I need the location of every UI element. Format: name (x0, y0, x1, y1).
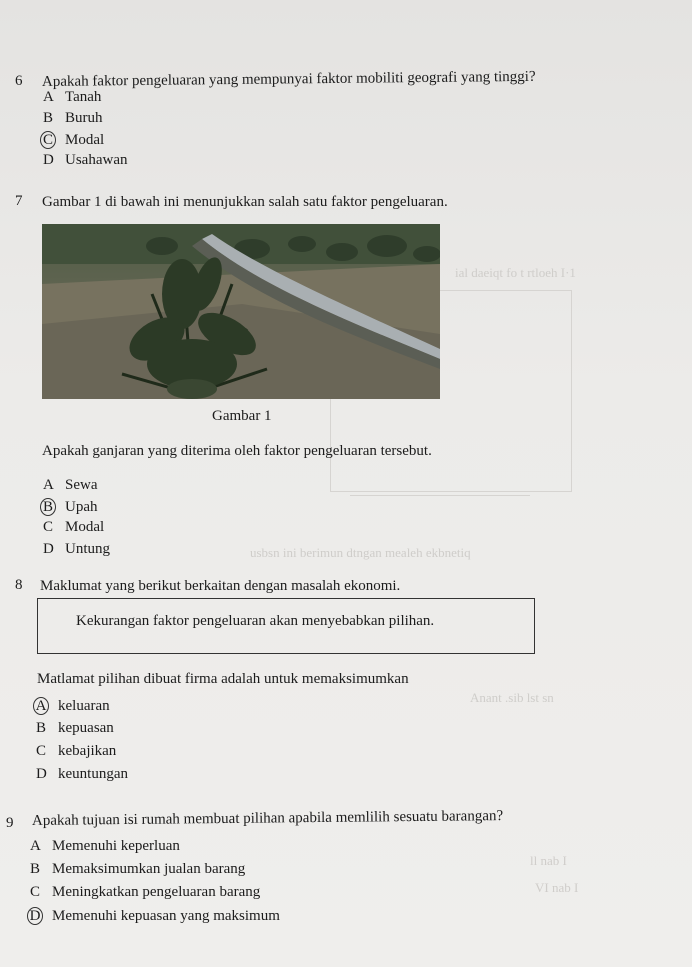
question-7-number: 7 (15, 193, 23, 209)
q9-option-b[interactable]: B Memaksimumkan jualan barang (30, 861, 246, 877)
q7-option-a[interactable]: A Sewa (43, 477, 98, 493)
answer-circle: B (40, 498, 56, 516)
q6-option-b[interactable]: B Buruh (43, 110, 103, 126)
q8-option-b[interactable]: B kepuasan (36, 720, 114, 736)
information-box-text: Kekurangan faktor pengeluaran akan menyebabkan pilihan. (76, 613, 435, 629)
q8-option-a-selected[interactable]: A keluaran (36, 697, 110, 715)
question-8-prompt: Matlamat pilihan dibuat firma adalah untuk memaksimumkan (37, 671, 409, 687)
answer-circle: A (33, 697, 49, 715)
bleed-through-box (350, 460, 530, 496)
bleed-through-text: ll nab I (530, 853, 567, 868)
gambar-1-caption: Gambar 1 (212, 408, 272, 424)
q7-option-b-selected[interactable]: B Upah (43, 498, 98, 516)
bleed-through-text: usbsn ini berimun dtngan mealeh ekbnetiq (250, 545, 471, 560)
gambar-1-photo (42, 224, 440, 399)
bleed-through-text: VI nab I (535, 880, 579, 895)
q7-option-c[interactable]: C Modal (43, 519, 105, 535)
question-9-number: 9 (6, 815, 14, 831)
question-9-text: Apakah tujuan isi rumah membuat pilihan apabila memlilih sesuatu barangan? (31, 808, 504, 829)
question-8-text: Maklumat yang berikut berkaitan dengan masalah ekonomi. (40, 578, 401, 594)
question-8-number: 8 (15, 577, 23, 593)
q6-option-a[interactable]: A Tanah (43, 89, 102, 105)
q9-option-c[interactable]: C Meningkatkan pengeluaran barang (30, 884, 261, 900)
bleed-through-text: ial daeiqt fo t rtloeh I·1 (455, 265, 576, 280)
answer-circle: C (40, 131, 56, 149)
q9-option-d-selected[interactable]: D Memenuhi kepuasan yang maksimum (30, 907, 280, 925)
oil-palm-plantation-image (42, 224, 440, 399)
q6-option-d[interactable]: D Usahawan (43, 152, 128, 168)
bleed-through-text: Anant .sib lst sn (470, 690, 554, 705)
question-6-text: Apakah faktor pengeluaran yang mempunyai faktor mobiliti geografi yang tinggi? (41, 68, 536, 90)
question-7-text: Gambar 1 di bawah ini menunjukkan salah satu faktor pengeluaran. (42, 194, 448, 210)
q6-option-c-selected[interactable]: C Modal (43, 131, 104, 149)
q8-option-d[interactable]: D keuntungan (36, 766, 128, 782)
information-box (37, 598, 535, 654)
q9-option-a[interactable]: A Memenuhi keperluan (30, 838, 180, 854)
question-7-prompt: Apakah ganjaran yang diterima oleh faktor pengeluaran tersebut. (42, 443, 432, 459)
q7-option-d[interactable]: D Untung (43, 541, 110, 557)
answer-circle: D (27, 907, 43, 925)
question-6-number: 6 (15, 73, 23, 89)
q8-option-c[interactable]: C kebajikan (36, 743, 117, 759)
